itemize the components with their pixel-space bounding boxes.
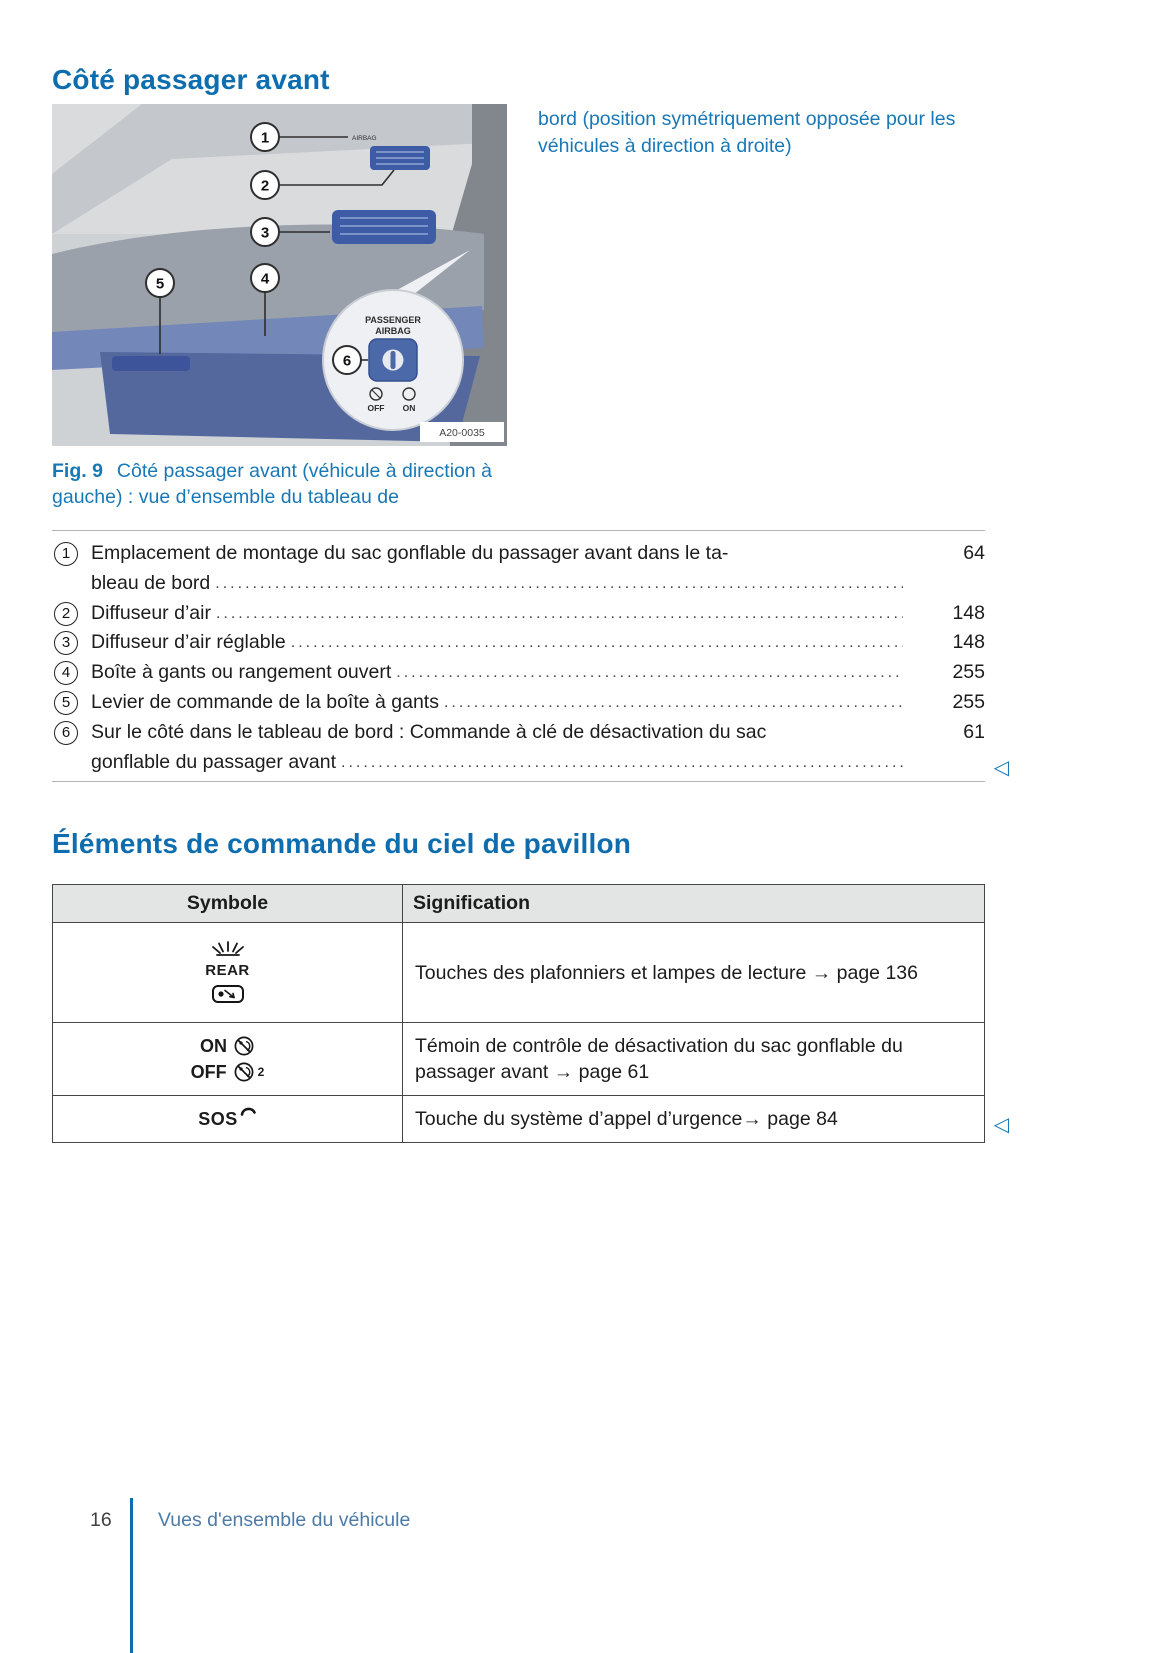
interior-light-icon	[208, 939, 248, 959]
callout-number-badge: 4	[54, 661, 78, 685]
dotted-leader	[210, 569, 903, 599]
figure-caption-label: Fig. 9	[52, 460, 103, 482]
airbag-seam-label: AIRBAG	[352, 135, 377, 142]
legend-text-line: gonflable du passager avant	[91, 750, 337, 773]
callout-2: 2	[260, 177, 270, 195]
continued-paragraph: bord (position symétriquement opposée pour les véhicules à direction à droite)	[538, 108, 956, 157]
legend-text	[91, 718, 903, 778]
legend-text	[91, 539, 903, 599]
key-slot-shape	[391, 351, 396, 369]
callout-1: 1	[260, 129, 270, 147]
divider-top	[52, 530, 985, 531]
headliner-table-area	[52, 884, 1009, 1143]
callout-number-badge: 2	[54, 602, 78, 626]
headliner-controls-table	[52, 884, 985, 1143]
column-header-meaning: Signification	[403, 885, 985, 923]
page-reference: 148	[952, 601, 985, 624]
page-reference: 255	[952, 661, 985, 684]
figure-area	[52, 104, 985, 446]
legend-text-line: Emplacement de montage du sac gonflable du passager avant dans le ta-	[91, 542, 729, 564]
switch-off-label: OFF	[367, 403, 385, 413]
callout-number-badge: 6	[54, 721, 78, 745]
legend-item-5	[52, 688, 985, 718]
figure-caption	[52, 458, 520, 510]
sos-phone-icon	[239, 1104, 257, 1118]
section-title-headliner: Éléments de commande du ciel de pavillon	[52, 828, 632, 860]
figure-caption-text: Côté passager avant (véhicule à direction à gauche) : vue d’ensemble du tableau de	[52, 460, 492, 508]
symbol-cell	[53, 1096, 403, 1143]
switch-on-label: ON	[402, 403, 416, 413]
page-number: 16	[90, 1509, 112, 1531]
passenger-airbag-label-line2: AIRBAG	[375, 326, 411, 336]
airbag-disable-indicator-icon	[233, 1035, 255, 1057]
section-end-triangle-icon: ◁	[993, 1114, 1009, 1137]
airbag-disable-indicator-icon	[233, 1061, 255, 1083]
dotted-leader	[391, 658, 903, 688]
page-reference: 61	[963, 720, 985, 743]
dotted-leader	[336, 748, 903, 778]
rear-label: REAR	[205, 962, 250, 980]
footer-divider-line	[130, 1498, 133, 1653]
page-reference: 64	[963, 542, 985, 564]
section-end-triangle-icon: ◁	[993, 757, 1009, 780]
sos-label: SOS	[198, 1108, 238, 1129]
table-header-row	[53, 885, 985, 923]
legend-text-line: Diffuseur d’air	[91, 601, 211, 624]
dotted-leader	[439, 688, 903, 718]
legend-text	[91, 658, 903, 688]
reading-light-icon	[208, 982, 248, 1006]
dotted-leader	[286, 628, 903, 658]
meaning-cell: Témoin de contrôle de désactivation du sac gonflable du passager avant → page 61	[403, 1023, 985, 1096]
dotted-leader	[211, 599, 903, 629]
legend-list	[52, 539, 985, 777]
page-reference: 148	[952, 631, 985, 654]
figure-9-illustration	[52, 104, 507, 446]
glovebox-lever-shape	[112, 356, 190, 371]
on-label: ON	[200, 1036, 227, 1057]
legend-item-4	[52, 658, 985, 688]
callout-number-badge: 3	[54, 631, 78, 655]
legend-item-2	[52, 599, 985, 629]
callout-number-badge: 5	[54, 691, 78, 715]
table-row	[53, 1023, 985, 1096]
meaning-cell: Touches des plafonniers et lampes de lecture → page 136	[403, 923, 985, 1023]
legend-text-line: bleau de bord	[91, 571, 211, 594]
legend-item-3	[52, 628, 985, 658]
meaning-cell: Touche du système d’appel d’urgence→ page 84	[403, 1096, 985, 1143]
legend-text	[91, 628, 903, 658]
legend-text-line: Boîte à gants ou rangement ouvert	[91, 661, 392, 684]
subscript-2: 2	[257, 1065, 265, 1080]
table-row	[53, 923, 985, 1023]
callout-number-badge: 1	[54, 542, 78, 566]
legend-text-line: Levier de commande de la boîte à gants	[91, 690, 439, 713]
legend-item-1	[52, 539, 985, 599]
content-column	[52, 64, 1009, 1143]
off-label: OFF	[190, 1062, 227, 1083]
column-header-symbol: Symbole	[53, 885, 403, 923]
figure-image-code: A20-0035	[439, 427, 485, 439]
legend-text-line: Sur le côté dans le tableau de bord : Commande à clé de désactivation du sac	[91, 720, 767, 743]
passenger-airbag-label-line1: PASSENGER	[365, 315, 421, 325]
table-row	[53, 1096, 985, 1143]
legend-item-6	[52, 718, 985, 778]
callout-6: 6	[342, 352, 352, 370]
page-reference: 255	[952, 690, 985, 713]
legend-text-line: Diffuseur d’air réglable	[91, 631, 286, 654]
section-title-passenger-side: Côté passager avant	[52, 64, 330, 95]
callout-5: 5	[155, 275, 165, 293]
legend-text	[91, 688, 903, 718]
legend-text	[91, 599, 903, 629]
callout-4: 4	[260, 270, 270, 288]
callout-3: 3	[260, 224, 270, 242]
symbol-cell	[53, 923, 403, 1023]
symbol-cell	[53, 1023, 403, 1096]
footer-chapter-title: Vues d'ensemble du véhicule	[158, 1509, 411, 1531]
